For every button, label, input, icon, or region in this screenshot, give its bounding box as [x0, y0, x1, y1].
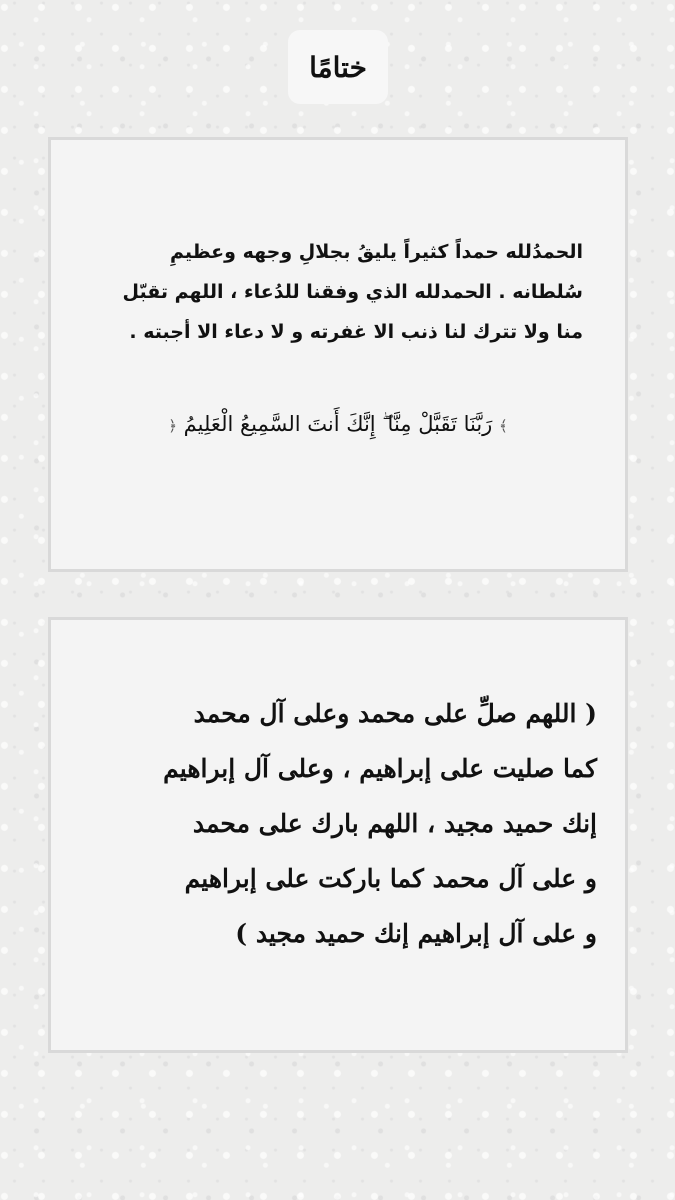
page-title: ختامًا — [309, 50, 367, 84]
dua-paragraph: الحمدُلله حمداً كثيراً يليقُ بجلالِ وجهه وعظيمِ سُلطانه . الحمدلله الذي وفقنا للدُعاء ، اللهم تقبّل منا ولا تترك لنا ذنب الا غفرته و لا دعاء الا أجبته . — [122, 241, 583, 343]
closing-dua-card — [48, 137, 628, 572]
salawat-card — [48, 617, 628, 1053]
quran-verse — [51, 412, 625, 437]
salawat-paragraph: ( اللهم صلِّ على محمد وعلى آل محمد كما صليت على إبراهيم ، وعلى آل إبراهيم إنك حميد مجيد ، اللهم بارك على محمد و على آل محمد كما باركت على إبراهيم و على آل إبراهيم إنك حميد مجيد ) — [163, 699, 597, 948]
title-badge — [288, 30, 388, 104]
verse-open-bracket: ﴿ — [168, 417, 177, 435]
verse-close-bracket: ﴾ — [499, 417, 508, 435]
verse-text: رَبَّنَا تَقَبَّلْ مِنَّا ۖ إِنَّكَ أَنتَ السَّمِيعُ الْعَلِيمُ — [183, 412, 493, 436]
